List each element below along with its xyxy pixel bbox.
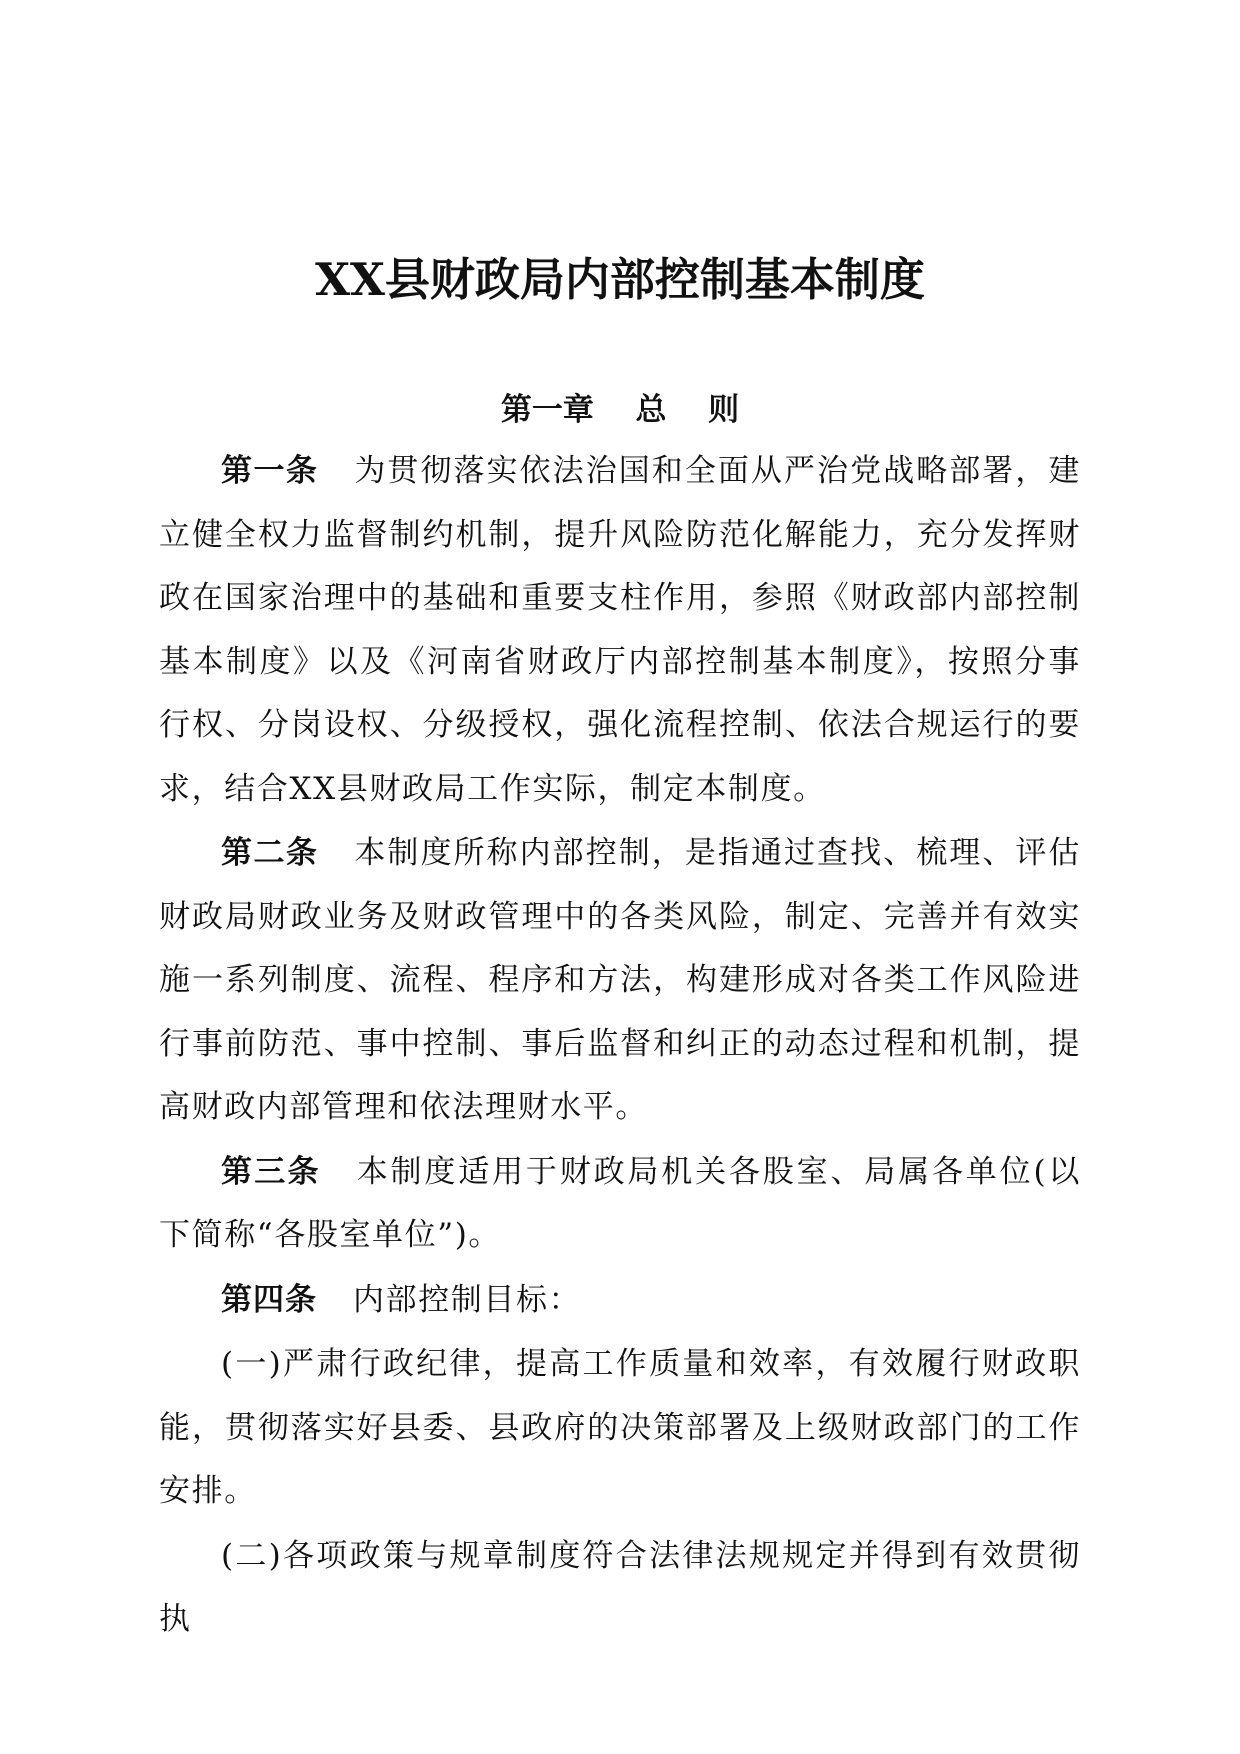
article-text: 本制度适用于财政局机关各股室、局属各单位(以下简称“各股室单位”)。 <box>159 1153 1082 1253</box>
article-number: 第一条 <box>221 453 319 489</box>
article-number: 第二条 <box>221 835 319 871</box>
article-2 <box>159 822 1081 1140</box>
document-body <box>159 440 1081 1652</box>
list-item: (二)各项政策与规章制度符合法律法规规定并得到有效贯彻执 <box>159 1537 1081 1637</box>
article-text: 内部控制目标： <box>353 1281 582 1318</box>
document-title: XX县财政局内部控制基本制度 <box>315 253 925 306</box>
article-text: 为贯彻落实依法治国和全面从严治党战略部署，建立健全权力监督制约机制，提升风险防范化解能力，充分发挥财政在国家治理中的基础和重要支柱作用，参照《财政部内部控制基本制度》以及《河南省财政厅内部控制基本制度》，按照分事行权、分岗设权、分级授权，强化流程控制、依法合规运行的要求，结合XX县财政局工作实际，制定本制度。 <box>159 453 1082 807</box>
article-number: 第三条 <box>221 1153 321 1190</box>
article-1 <box>159 440 1081 821</box>
chapter-title: 第一章 总 则 <box>500 392 740 428</box>
list-item: (一)严肃行政纪律，提高工作质量和效率，有效履行财政职能，贯彻落实好县委、县政府的决策部署及上级财政部门的工作安排。 <box>159 1346 1081 1509</box>
article-3 <box>159 1141 1081 1268</box>
article-text: 本制度所称内部控制，是指通过查找、梳理、评估财政局财政业务及财政管理中的各类风险，制定、完善并有效实施一系列制度、流程、程序和方法，构建形成对各类工作风险进行事前防范、事中控制、事后监督和纠正的动态过程和机制，提高财政内部管理和依法理财水平。 <box>159 835 1082 1125</box>
article-4 <box>159 1269 1081 1333</box>
article-number: 第四条 <box>221 1281 317 1318</box>
